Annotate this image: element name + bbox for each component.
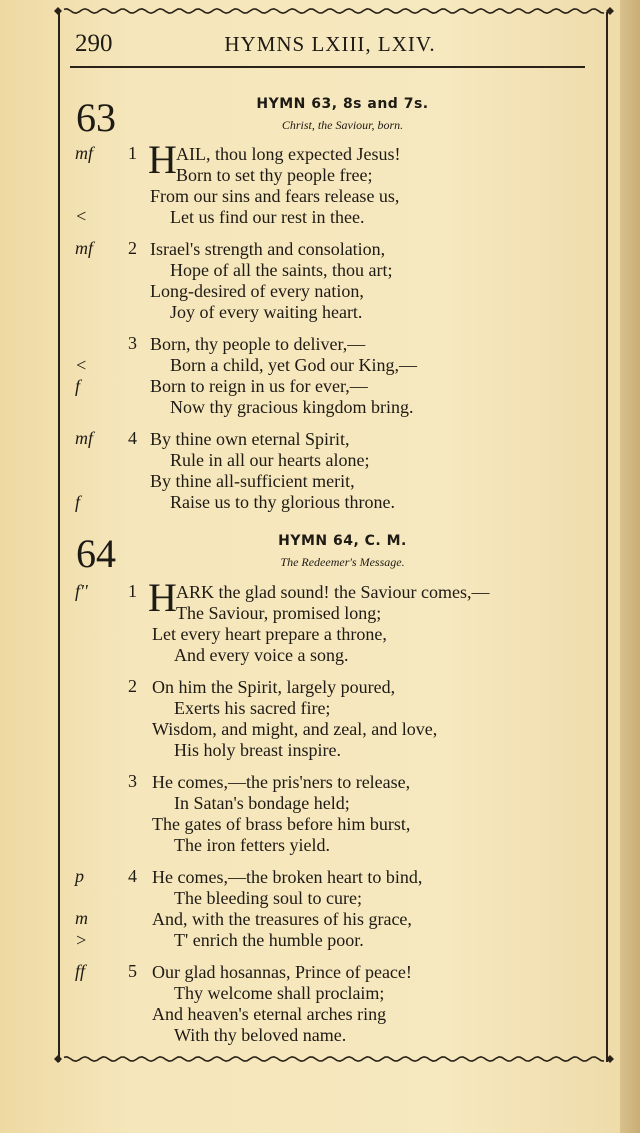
verse-line: Exerts his sacred fire;: [174, 698, 331, 718]
verse-line: Born, thy people to deliver,—: [150, 334, 366, 354]
verse-line: He comes,—the broken heart to bind,: [152, 867, 423, 887]
dynamic-mark: f: [75, 492, 81, 512]
page-number: 290: [75, 30, 113, 57]
verse-line: Let every heart prepare a throne,: [152, 624, 387, 644]
verse-number: 2: [128, 676, 137, 696]
verse-line: In Satan's bondage held;: [174, 793, 350, 813]
verse-line: Raise us to thy glorious throne.: [170, 492, 395, 512]
header-rule: [70, 66, 585, 68]
verse-line: AIL, thou long expected Jesus!: [176, 144, 401, 164]
dynamic-mark: f: [75, 376, 81, 396]
verse-line: The gates of brass before him burst,: [152, 814, 411, 834]
dynamic-mark: >: [75, 930, 88, 950]
verse-number: 3: [128, 771, 137, 791]
verse-number: 3: [128, 333, 137, 353]
verse-line: The Saviour, promised long;: [176, 603, 382, 623]
verse-line: Born to set thy people free;: [176, 165, 373, 185]
hymn-title-63: HYMN 63, 8s and 7s.: [256, 96, 429, 112]
dynamic-mark: f'': [75, 581, 88, 601]
verse-line: On him the Spirit, largely poured,: [152, 677, 396, 697]
verse-number: 5: [128, 961, 137, 981]
book-gutter: [620, 0, 640, 1133]
verse-line: Now thy gracious kingdom bring.: [170, 397, 414, 417]
verse-line: Born to reign in us for ever,—: [150, 376, 368, 396]
verse-line: T' enrich the humble poor.: [174, 930, 364, 950]
running-head: HYMNS LXIII, LXIV.: [224, 32, 436, 56]
verse-line: Wisdom, and might, and zeal, and love,: [152, 719, 438, 739]
hymn-title-64: HYMN 64, C. M.: [278, 533, 407, 549]
verse-line: Long-desired of every nation,: [150, 281, 364, 301]
drop-cap: H: [148, 137, 177, 182]
verse-line: By thine all-sufficient merit,: [150, 471, 355, 491]
verse-line: Israel's strength and consolation,: [150, 239, 386, 259]
verse-line: And, with the treasures of his grace,: [152, 909, 412, 929]
verse-line: Born a child, yet God our King,—: [170, 355, 417, 375]
verse-line: Thy welcome shall proclaim;: [174, 983, 385, 1003]
verse-number: 4: [128, 428, 137, 448]
dynamic-mark: p: [75, 866, 84, 886]
hymn-number-63: 63: [76, 95, 116, 140]
hymn-number-64: 64: [76, 531, 116, 576]
verse-number: 2: [128, 238, 137, 258]
verse-line: Let us find our rest in thee.: [170, 207, 365, 227]
verse-line: From our sins and fears release us,: [150, 186, 400, 206]
verse-line: By thine own eternal Spirit,: [150, 429, 350, 449]
dynamic-mark: <: [75, 206, 88, 226]
hymn-subtitle-63: Christ, the Saviour, born.: [281, 118, 404, 132]
dynamic-mark: ff: [75, 961, 86, 981]
verse-line: His holy breast inspire.: [174, 740, 341, 760]
verse-line: Hope of all the saints, thou art;: [170, 260, 393, 280]
verse-line: And heaven's eternal arches ring: [152, 1004, 387, 1024]
dynamic-mark: mf: [75, 238, 93, 258]
verse-number: 4: [128, 866, 137, 886]
verse-line: Our glad hosannas, Prince of peace!: [152, 962, 412, 982]
verse-line: With thy beloved name.: [174, 1025, 347, 1045]
dynamic-mark: mf: [75, 428, 93, 448]
dynamic-mark: mf: [75, 143, 93, 163]
verse-number: 1: [128, 143, 137, 163]
verse-line: He comes,—the pris'ners to release,: [152, 772, 411, 792]
verse-line: Joy of every waiting heart.: [170, 302, 363, 322]
drop-cap: H: [148, 575, 177, 620]
dynamic-mark: m: [75, 908, 88, 928]
dynamic-mark: <: [75, 355, 88, 375]
verse-line: The bleeding soul to cure;: [174, 888, 362, 908]
verse-number: 1: [128, 581, 137, 601]
verse-line: ARK the glad sound! the Saviour comes,—: [176, 582, 490, 602]
hymn-subtitle-64: The Redeemer's Message.: [280, 555, 405, 569]
verse-line: Rule in all our hearts alone;: [170, 450, 370, 470]
verse-line: The iron fetters yield.: [174, 835, 330, 855]
verse-line: And every voice a song.: [174, 645, 349, 665]
